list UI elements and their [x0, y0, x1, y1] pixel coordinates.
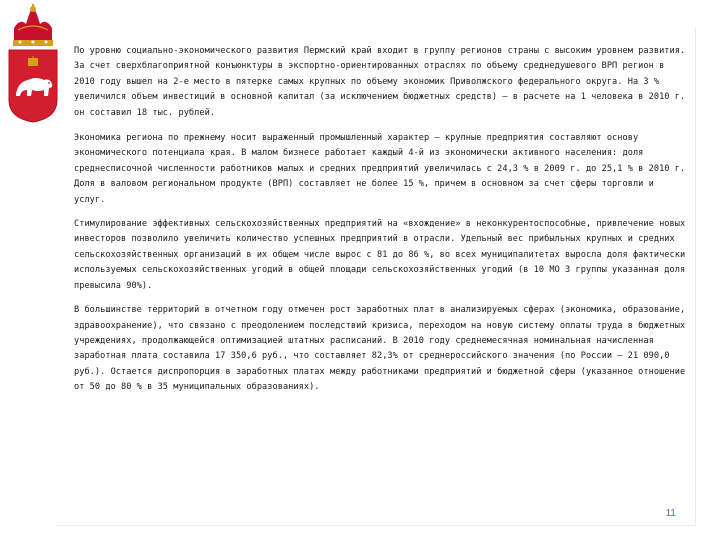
paragraph-wages: В большинстве территорий в отчетном году отмечен рост заработных плат в анализируемых сферах (экономика, образование, здравоохранение), что связано с преодолением последствий кризиса, переходом на новую систему оплаты труда в бюджетных учреждениях, продолжающейся оптимизацией штатных расписаний. В 2010 году среднемесячная номинальная начисленная заработная плата составила 17 350,6 руб., что составляет 82,3% от среднероссийского значения (по России – 21 090,0 руб.). Остается диспропорция в заработных платах между работниками предприятий и бюджетной сферы (указанное отношение от 50 до 80 % в 35 муниципальных образованиях).: [74, 305, 686, 393]
text-content: [74, 44, 686, 405]
paragraph-agriculture: Стимулирование эффективных сельскохозяйственных предприятий на «вхождение» в неконкурентоспособные, привлечение новых инвесторов позволило увеличить количество успешных предприятий в отрасли. Удельный вес прибыльных крупных и средних сельскохозяйственных организаций в их общем числе вырос с 81 до 86 %, во всех муниципалитетах выросла доля фактически используемых сельскохозяйственных угодий в общей площади сельскохозяйственных угодий (в 10 МО 3 группы указанная доля превысила 90%).: [74, 219, 686, 291]
paragraph-development-level: По уровню социально-экономического развития Пермский край входит в группу регионов страны с высоким уровнем развития. За счет сверхблагоприятной конъюнктуры в экспортно-ориентированных отраслях по объему среднедушевого ВРП регион в 2010 году вышел на 2-е место в пятерке самых крупных по объему экономик Приволжского федерального округа. На 3 % увеличился объем инвестиций в основной капитал (за исключением бюджетных средств) – в расчете на 1 человека в 2010 г. он составил 18 тыс. рублей.: [74, 46, 686, 118]
crown-icon: [13, 4, 53, 46]
shield-icon: [9, 50, 57, 122]
perm-krai-coat-of-arms-icon: [6, 4, 60, 124]
paragraph-industry-structure: Экономика региона по прежнему носит выраженный промышленный характер – крупные предприятия составляют основу экономического потенциала края. В малом бизнесе работает каждый 4-й из экономически активного населения: доля среднесписочной численности работников малых и средних предприятий увеличилась с 24,3 % в 2009 г. до 25,1 % в 2010 г. Доля в валовом региональном продукте (ВРП) составляет не более 15 %, причем в основном за счет сферы торговли и услуг.: [74, 133, 686, 205]
page-number: 11: [665, 508, 676, 519]
